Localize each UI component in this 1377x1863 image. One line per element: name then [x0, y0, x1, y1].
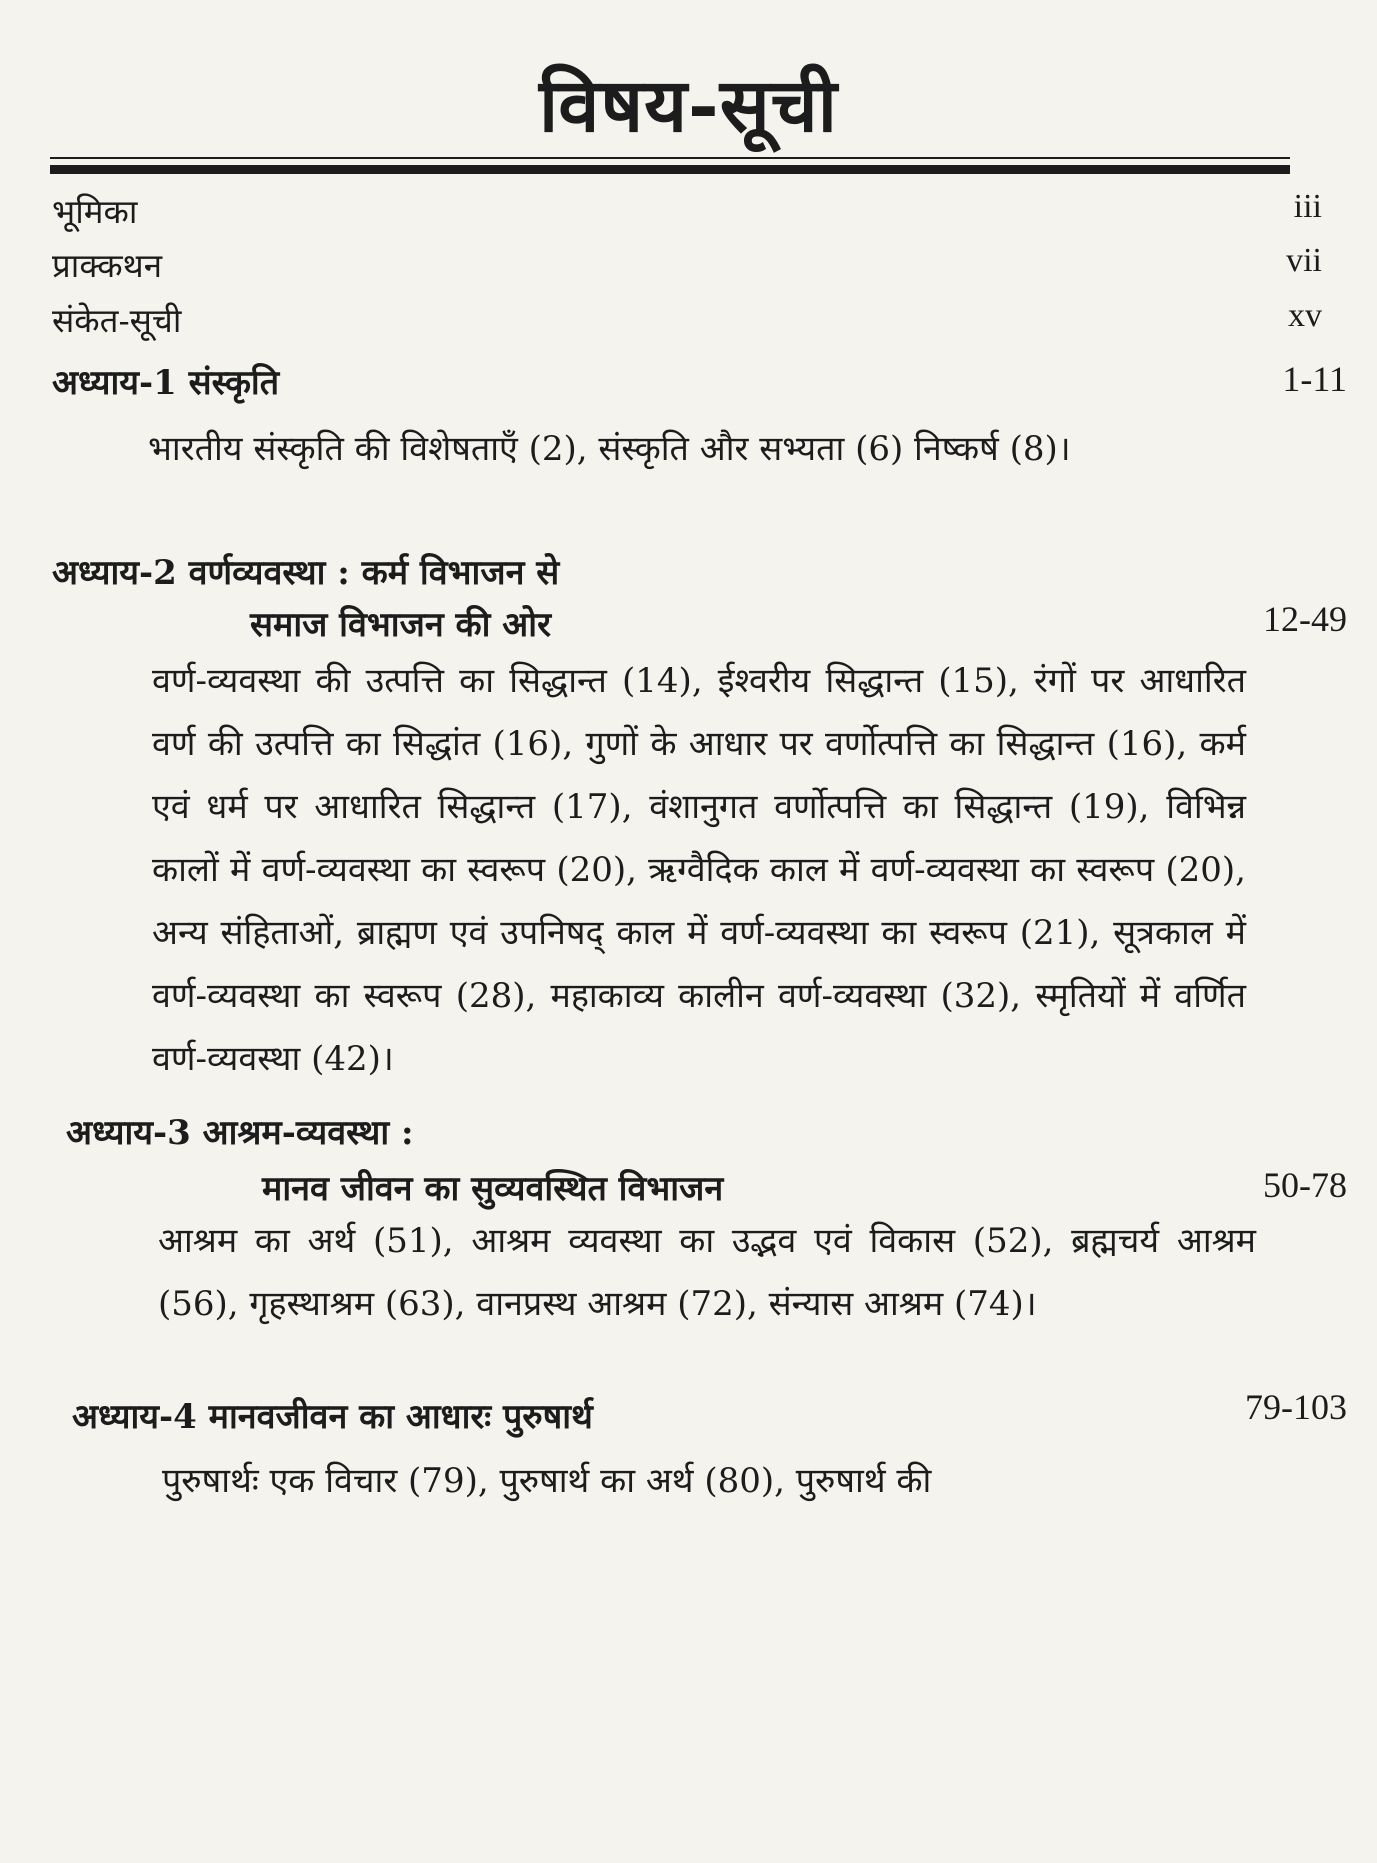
chapter-subheading: मानव जीवन का सुव्यवस्थित विभाजन: [262, 1169, 724, 1209]
chapter-summary: वर्ण-व्यवस्था की उत्पत्ति का सिद्धान्त (14), ईश्वरीय सिद्धान्त (15), रंगों पर आधारित वर्ण की उत्पत्ति का सिद्धांत (16), गुणों के आधार पर वर्णोत्पत्ति का सिद्धान्त (16), कर्म एवं धर्म पर आधारित सिद्धान्त (17), वंशानुगत वर्णोत्पत्ति का सिद्धान्त (19), विभिन्न कालों में वर्ण-व्यवस्था का स्वरूप (20), ऋग्वैदिक काल में वर्ण-व्यवस्था का स्वरूप (20), अन्य संहिताओं, ब्राह्मण एवं उपनिषद् काल में वर्ण-व्यवस्था का स्वरूप (21), सूत्रकाल में वर्ण-व्यवस्था का स्वरूप (28), महाकाव्य कालीन वर्ण-व्यवस्था (32), स्मृतियों में वर्णित वर्ण-व्यवस्था (42)।: [152, 661, 1246, 1079]
front-matter-page: xv: [1288, 297, 1322, 334]
chapter-pages: 79-103: [1245, 1387, 1347, 1427]
front-matter-label: भूमिका: [52, 192, 138, 231]
chapter-pages: 1-11: [1282, 359, 1347, 399]
front-matter-page: vii: [1286, 242, 1322, 279]
chapter-entry[interactable]: [52, 548, 1347, 645]
chapter-heading: अध्याय-2 वर्णव्यवस्था : कर्म विभाजन से: [52, 553, 560, 593]
chapter-summary: पुरुषार्थः एक विचार (79), पुरुषार्थ का अर्थ (80), पुरुषार्थ की: [162, 1461, 932, 1501]
chapter-summary: भारतीय संस्कृति की विशेषताएँ (2), संस्कृति और सभ्यता (6) निष्कर्ष (8)।: [148, 429, 1071, 469]
front-matter-label: संकेत-सूची: [52, 301, 182, 340]
chapter-heading: अध्याय-1 संस्कृति: [52, 363, 280, 403]
chapter-pages: 12-49: [1263, 599, 1347, 639]
front-matter-page: iii: [1293, 188, 1322, 225]
chapter-pages: 50-78: [1263, 1165, 1347, 1205]
chapter-entry[interactable]: [52, 1387, 1347, 1438]
chapter-heading: अध्याय-4 मानवजीवन का आधारः पुरुषार्थ: [72, 1397, 593, 1437]
chapter-summary: आश्रम का अर्थ (51), आश्रम व्यवस्था का उद्भव एवं विकास (52), ब्रह्मचर्य आश्रम (56), गृहस्थाश्रम (63), वानप्रस्थ आश्रम (72), संन्यास आश्रम (74)।: [158, 1221, 1256, 1324]
chapter-subheading: समाज विभाजन की ओर: [250, 605, 551, 645]
title-rule-thick: [50, 165, 1290, 174]
front-matter-label: प्राक्कथन: [52, 246, 163, 285]
chapter-entry[interactable]: [52, 358, 1347, 404]
chapter-heading: अध्याय-3 आश्रम-व्यवस्था :: [66, 1113, 414, 1153]
title-rule-thin: [50, 157, 1290, 159]
chapter-entry[interactable]: [52, 1108, 1347, 1209]
page-title: विषय-सूची: [539, 63, 838, 149]
